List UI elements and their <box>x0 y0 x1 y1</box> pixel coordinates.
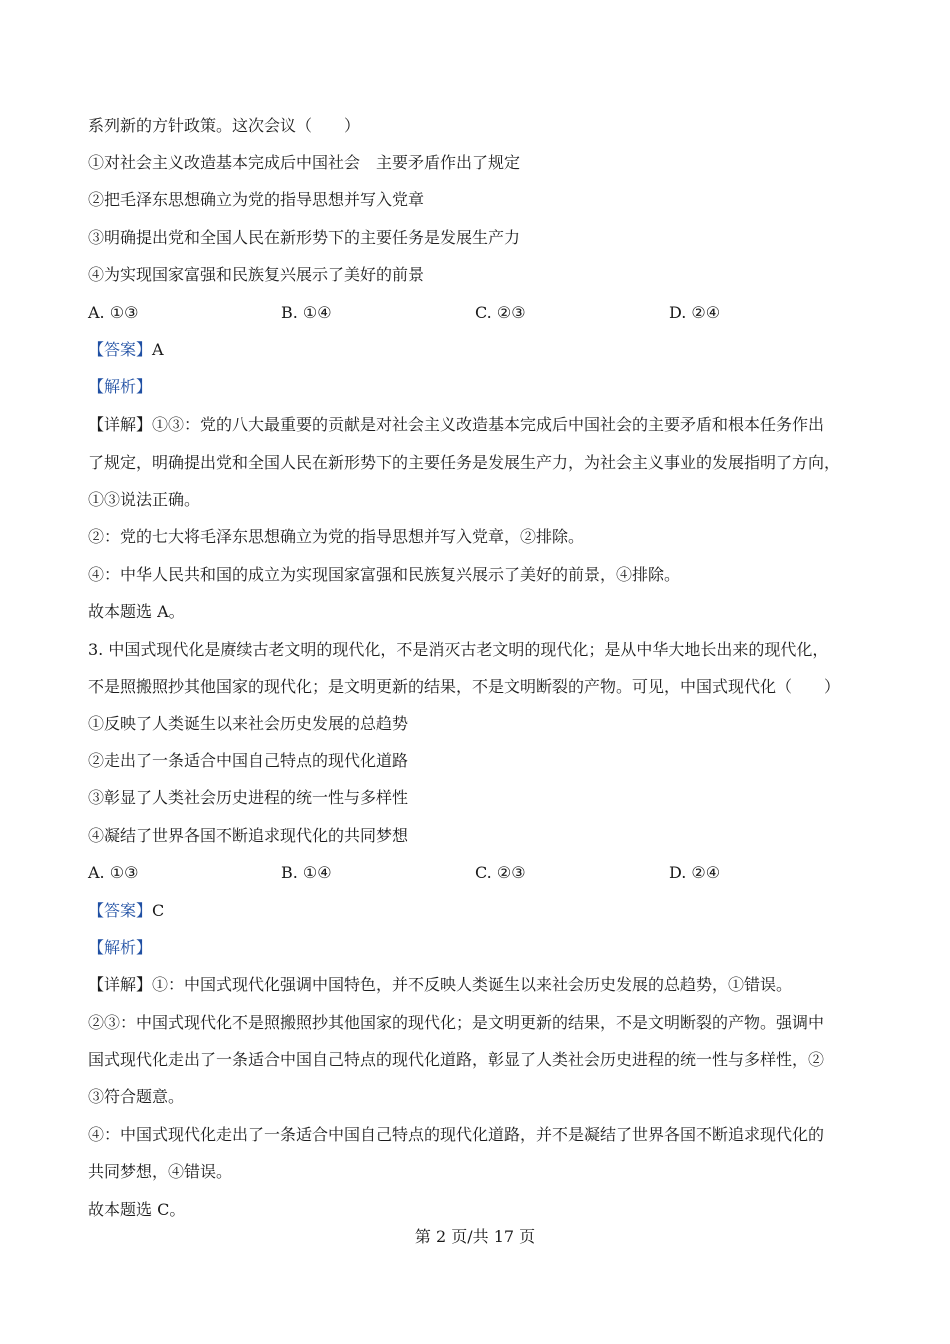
q3-item-4: ④凝结了世界各国不断追求现代化的共同梦想 <box>88 826 409 845</box>
q3-detail-line <box>88 974 792 996</box>
detail-text: ①：中国式现代化强调中国特色，并不反映人类诞生以来社会历史发展的总趋势，①错误。 <box>152 975 793 994</box>
q2-detail-line: ①③说法正确。 <box>88 490 201 509</box>
q2-detail-line <box>88 414 824 436</box>
document-page <box>88 0 878 1344</box>
answer-value: A <box>152 340 164 359</box>
q3-item-2: ②走出了一条适合中国自己特点的现代化道路 <box>88 751 409 770</box>
detail-text: ①③：党的八大最重要的贡献是对社会主义改造基本完成后中国社会的主要矛盾和根本任务作出 <box>152 415 825 434</box>
q3-conclusion: 故本题选 C。 <box>88 1200 186 1219</box>
q2-detail-line: ④：中华人民共和国的成立为实现国家富强和民族复兴展示了美好的前景，④排除。 <box>88 565 681 584</box>
detail-tag: 【详解】 <box>88 415 153 434</box>
q3-detail-line: 国式现代化走出了一条适合中国自己特点的现代化道路，彰显了人类社会历史进程的统一性与多样性，② <box>88 1050 825 1069</box>
q2-option-c: C. ②③ <box>475 303 526 322</box>
q2-option-a: A. ①③ <box>88 303 139 322</box>
q2-analysis-tag: 【解析】 <box>88 377 153 396</box>
q2-item-4: ④为实现国家富强和民族复兴展示了美好的前景 <box>88 265 425 284</box>
detail-tag: 【详解】 <box>88 975 153 994</box>
q3-detail-line: 共同梦想，④错误。 <box>88 1162 233 1181</box>
q3-stem-line: 3. 中国式现代化是赓续古老文明的现代化，不是消灭古老文明的现代化；是从中华大地长出来的现代化， <box>88 640 829 659</box>
answer-tag: 【答案】 <box>88 340 153 359</box>
q3-answer <box>88 900 164 922</box>
q3-detail-line: ④：中国式现代化走出了一条适合中国自己特点的现代化道路，并不是凝结了世界各国不断追求现代化的 <box>88 1125 825 1144</box>
q2-option-d: D. ②④ <box>669 303 721 322</box>
answer-value: C <box>152 901 165 920</box>
q2-item-2: ②把毛泽东思想确立为党的指导思想并写入党章 <box>88 190 425 209</box>
q3-detail-line: ③符合题意。 <box>88 1087 185 1106</box>
q2-conclusion: 故本题选 A。 <box>88 602 185 621</box>
q3-option-b: B. ①④ <box>281 863 332 882</box>
q2-answer <box>88 339 164 361</box>
q2-item-1: ①对社会主义改造基本完成后中国社会 主要矛盾作出了规定 <box>88 153 521 172</box>
q3-option-d: D. ②④ <box>669 863 721 882</box>
q2-option-b: B. ①④ <box>281 303 332 322</box>
q3-analysis-tag: 【解析】 <box>88 938 153 957</box>
page-footer: 第 2 页/共 17 页 <box>414 1227 536 1246</box>
q3-detail-line: ②③：中国式现代化不是照搬照抄其他国家的现代化；是文明更新的结果，不是文明断裂的产物。强调中 <box>88 1013 825 1032</box>
q3-option-c: C. ②③ <box>475 863 526 882</box>
answer-tag: 【答案】 <box>88 901 153 920</box>
q3-item-3: ③彰显了人类社会历史进程的统一性与多样性 <box>88 788 409 807</box>
q2-detail-line: 了规定，明确提出党和全国人民在新形势下的主要任务是发展生产力，为社会主义事业的发展指明了方向， <box>88 453 841 472</box>
q2-stem-tail: 系列新的方针政策。这次会议（ ） <box>88 116 361 135</box>
q3-stem-line: 不是照搬照抄其他国家的现代化；是文明更新的结果，不是文明断裂的产物。可见，中国式现代化（ ） <box>88 677 841 696</box>
q2-detail-line: ②：党的七大将毛泽东思想确立为党的指导思想并写入党章，②排除。 <box>88 527 585 546</box>
q2-item-3: ③明确提出党和全国人民在新形势下的主要任务是发展生产力 <box>88 228 521 247</box>
q3-item-1: ①反映了人类诞生以来社会历史发展的总趋势 <box>88 714 409 733</box>
q3-option-a: A. ①③ <box>88 863 139 882</box>
